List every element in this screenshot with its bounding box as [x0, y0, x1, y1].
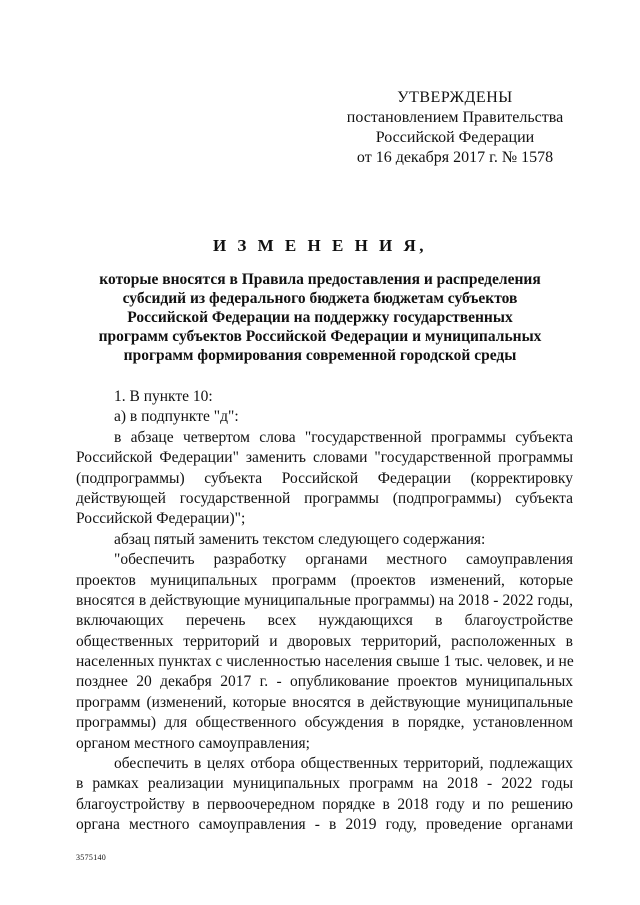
approval-line-2: Российской Федерации	[375, 129, 535, 146]
body-line: программы) для общественного обсуждения в порядке, установленном	[76, 714, 573, 732]
body-line: вносятся в действующие муниципальные программы) на 2018 - 2022 годы,	[76, 591, 573, 609]
body-line: проектов муниципальных программ (проектов изменений, которые	[76, 571, 573, 589]
body-line: (подпрограммы) субъекта Российской Федерации (корректировку	[76, 469, 573, 487]
approval-stamp	[340, 88, 570, 168]
approval-line-1: постановлением Правительства	[346, 109, 564, 126]
body-line: органа местного самоуправления - в 2019 году, проведение органами	[76, 816, 573, 834]
document-title: И З М Е Н Е Н И Я,	[212, 236, 428, 255]
body-line: "обеспечить разработку органами местного самоуправления	[114, 551, 573, 569]
body-line: программ (изменений, которые вносятся в действующие муниципальные	[76, 693, 573, 711]
body-line: а) в подпункте "д":	[114, 408, 239, 426]
body-line: абзац пятый заменить текстом следующего содержания:	[114, 530, 486, 548]
subtitle-line: которые вносятся в Правила предоставления и распределения	[99, 271, 541, 288]
subtitle-line: программ формирования современной городской среды	[123, 347, 517, 364]
approval-title: УТВЕРЖДЕНЫ	[397, 89, 513, 106]
body-line: Российской Федерации)";	[76, 510, 246, 528]
body-line: благоустройству в первоочередном порядке в 2018 году и по решению	[76, 795, 573, 813]
body-line: включающих перечень всех нуждающихся в благоустройстве	[76, 612, 573, 630]
document-subtitle	[60, 270, 580, 365]
body-line: населенных пунктах с численностью населения свыше 1 тыс. человек, и не	[76, 653, 574, 671]
body-line: 1. В пункте 10:	[114, 388, 213, 405]
document-heading	[60, 236, 580, 365]
document-number: 3575140	[76, 853, 107, 862]
subtitle-line: программ субъектов Российской Федерации и муниципальных	[98, 328, 542, 345]
body-line: общественных территорий и дворовых территорий, расположенных в	[76, 632, 573, 650]
body-line: в абзаце четвертом слова "государственной программы субъекта	[114, 428, 573, 446]
approval-line-3: от 16 декабря 2017 г. № 1578	[356, 149, 554, 166]
body-line: органом местного самоуправления;	[76, 734, 310, 752]
subtitle-line: Российской Федерации на поддержку государственных	[127, 309, 513, 326]
subtitle-line: субсидий из федерального бюджета бюджетам субъектов	[122, 290, 518, 307]
body-line: действующей государственной программы (подпрограммы) субъекта	[76, 489, 573, 507]
body-line: в рамках реализации муниципальных программ на 2018 - 2022 годы	[76, 775, 573, 793]
body-line: Российской Федерации" заменить словами "государственной программы	[76, 449, 573, 467]
body-line: обеспечить в целях отбора общественных территорий, подлежащих	[114, 755, 573, 773]
document-body	[76, 387, 573, 836]
body-line: позднее 20 декабря 2017 г. - опубликование проектов муниципальных	[76, 673, 573, 691]
